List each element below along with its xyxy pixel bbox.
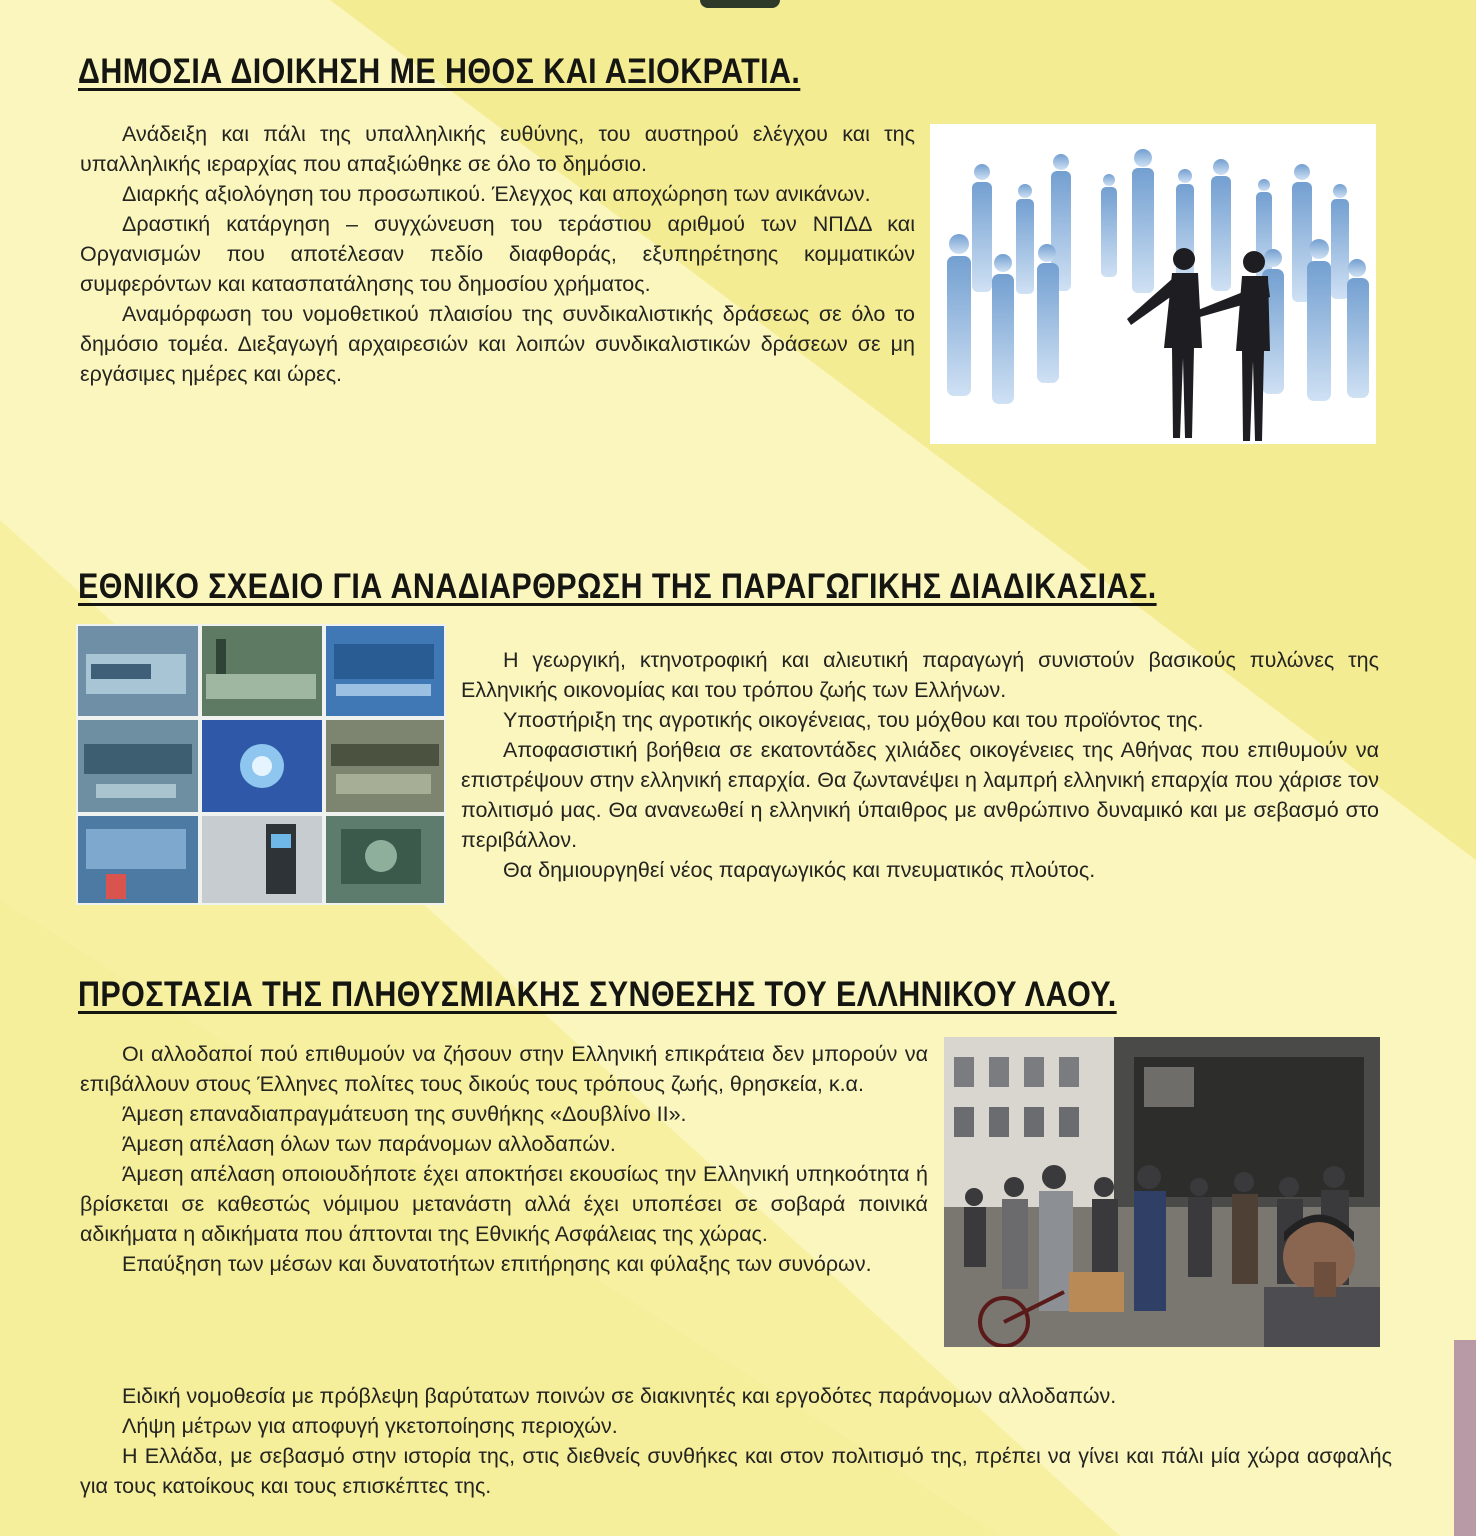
paragraph: Άμεση απέλαση οποιουδήποτε έχει αποκτήσει εκουσίως την Ελληνική υπηκοότητα ή βρίσκεται σε καθεστώς νόμιμου μετανάστη αλλά έχει υποπέσει σε σοβαρά ποινικά αδικήματα η αδικήματα που άπτονται της Εθνικής Ασφάλειας της χώρας. [80, 1162, 928, 1246]
paragraph: Δραστική κατάργηση – συγχώνευση του τεράστιου αριθμού των ΝΠΔΔ και Οργανισμών που αποτέλεσαν πεδίο διαφθοράς, εξυπηρέτησης κομματικών συμφερόντων και κατασπατάλησης του δημοσίου χρήματος. [80, 212, 915, 296]
paragraph: Θα δημιουργηθεί νέος παραγωγικός και πνευματικός πλούτος. [503, 858, 1096, 882]
paragraph: Αποφασιστική βοήθεια σε εκατοντάδες χιλιάδες οικογένειες της Αθήνας που επιθυμούν να επιστρέψουν στην ελληνική επαρχία. Θα ζωντανέψει η λαμπρή ελληνική επαρχία που χάρισε τον πολιτισμό μας. Θα ανανεωθεί η ελληνική ύπαιθρος με ανθρώπινο δυναμικό και με σεβασμό στο περιβάλλον. [461, 738, 1379, 852]
street-crowd-image [944, 1037, 1380, 1347]
scan-edge-mark [700, 0, 780, 8]
paragraph: Υποστήριξη της αγροτικής οικογένειας, του μόχθου και του προϊόντος της. [503, 708, 1204, 732]
paragraph: Η Ελλάδα, με σεβασμό στην ιστορία της, στις διεθνείς συνθήκες και στον πολιτισμό της, πρέπει να γίνει και πάλι μία χώρα ασφαλής για τους κατοίκους και τους επισκέπτες της. [80, 1444, 1392, 1498]
paragraph: Αναμόρφωση του νομοθετικού πλαισίου της συνδικαλιστικής δράσεως σε όλο το δημόσιο τομέα. Διεξαγωγή αρχαιρεσιών και λοιπών συνδικαλιστικών δράσεων σε μη εργάσιμες ημέρες και ώρες. [80, 302, 915, 386]
paragraph: Ειδική νομοθεσία με πρόβλεψη βαρύτατων ποινών σε διακινητές και εργοδότες παράνομων αλλοδαπών. [122, 1384, 1117, 1408]
paragraph: Άμεση επαναδιαπραγμάτευση της συνθήκης «Δουβλίνο ΙΙ». [122, 1102, 687, 1126]
paragraph: Ανάδειξη και πάλι της υπαλληλικής ευθύνης, του αυστηρού ελέγχου και της υπαλληλικής ιεραρχίας που απαξιώθηκε σε όλο το δημόσιο. [80, 122, 915, 176]
paragraph: Η γεωργική, κτηνοτροφική και αλιευτική παραγωγή συνιστούν βασικούς πυλώνες της Ελληνικής οικονομίας και του τρόπου ζωής των Ελλήνων. [461, 648, 1379, 702]
paragraph: Διαρκής αξιολόγηση του προσωπικού. Έλεγχος και αποχώρηση των ανικάνων. [122, 182, 871, 206]
paragraph: Λήψη μέτρων για αποφυγή γκετοποίησης περιοχών. [122, 1414, 618, 1438]
paragraph: Άμεση απέλαση όλων των παράνομων αλλοδαπών. [122, 1132, 616, 1156]
industrial-machinery-image [76, 624, 446, 905]
section-body-production-plan [461, 645, 1379, 885]
section-body-public-administration [80, 119, 915, 389]
section-title-production-plan: ΕΘΝΙΚΟ ΣΧΕΔΙΟ ΓΙΑ ΑΝΑΔΙΑΡΘΡΩΣΗ ΤΗΣ ΠΑΡΑΓΩΓΙΚΗΣ ΔΙΑΔΙΚΑΣΙΑΣ. [78, 567, 1157, 606]
section-body-population-narrow [80, 1039, 928, 1279]
section-body-population-wide [80, 1381, 1392, 1501]
business-people-image [930, 124, 1376, 444]
page-edge-strip [1454, 1340, 1476, 1536]
section-title-population-protection: ΠΡΟΣΤΑΣΙΑ ΤΗΣ ΠΛΗΘΥΣΜΙΑΚΗΣ ΣΥΝΘΕΣΗΣ ΤΟΥ ΕΛΛΗΝΙΚΟΥ ΛΑΟΥ. [78, 975, 1117, 1014]
paragraph: Επαύξηση των μέσων και δυνατοτήτων επιτήρησης και φύλαξης των συνόρων. [122, 1252, 872, 1276]
paragraph: Οι αλλοδαποί πού επιθυμούν να ζήσουν στην Ελληνική επικράτεια δεν μπορούν να επιβάλλουν στους Έλληνες πολίτες τους δικούς τους τρόπους ζωής, θρησκεία, κ.α. [80, 1042, 928, 1096]
section-title-public-administration: ΔΗΜΟΣΙΑ ΔΙΟΙΚΗΣΗ ΜΕ ΗΘΟΣ ΚΑΙ ΑΞΙΟΚΡΑΤΙΑ. [78, 52, 801, 91]
